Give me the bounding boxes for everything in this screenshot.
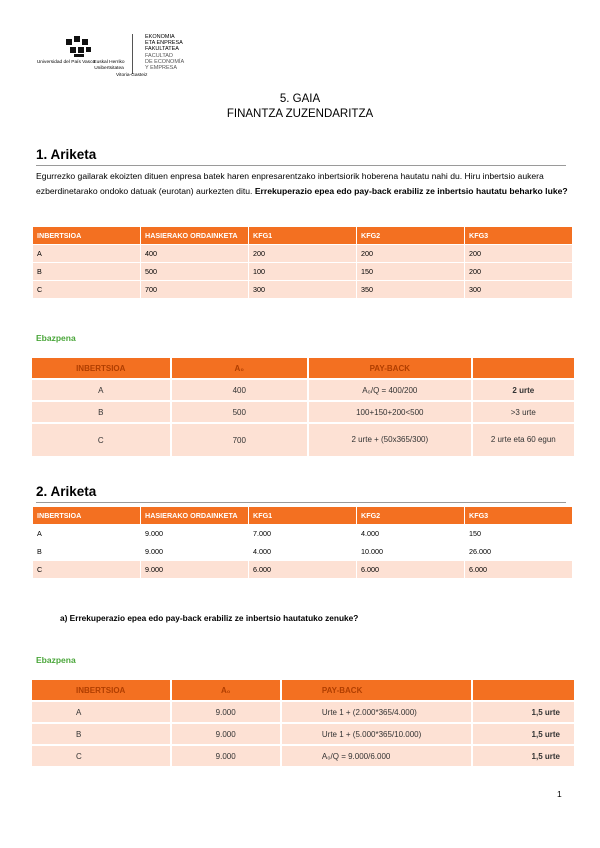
- table-cell: 200: [357, 245, 464, 262]
- table-cell: 150: [465, 525, 572, 542]
- table-cell: 100: [249, 263, 356, 280]
- header-cell: PAY-BACK: [309, 358, 471, 378]
- header-cell: INBERTSIOA: [33, 227, 140, 244]
- solution-cell: 500: [172, 402, 308, 422]
- solution-header-row: [32, 680, 574, 700]
- header-cell: HASIERAKO ORDAINKETA: [141, 227, 248, 244]
- header-cell: PAY-BACK: [282, 680, 471, 700]
- table-cell: 6.000: [357, 561, 464, 578]
- solution-cell: Urte 1 + (5.000*365/10.000): [282, 724, 471, 744]
- header-cell: KFG1: [249, 507, 356, 524]
- header-cell: INBERTSIOA: [32, 358, 170, 378]
- faculty-sub-line: FACULTAD: [145, 52, 173, 59]
- faculty-logo: [145, 34, 225, 71]
- table-row: [33, 245, 572, 262]
- solution-cell: C: [32, 424, 170, 456]
- header-cell: [473, 358, 574, 378]
- solution-cell: C: [32, 746, 170, 766]
- solution-cell: A₀/Q = 400/200: [309, 380, 471, 400]
- table-cell: 200: [465, 263, 572, 280]
- header-cell: KFG3: [465, 507, 572, 524]
- ex1-text: Egurrezko gailarak ekoizten dituen enpresa batek haren enpresarentzako inbertsiorik hoberena hautatu nahi du. Hiru inbertsio aukera ezberdinetarako ondoko datuak (eurotan) aurkezten ditu.: [36, 171, 544, 196]
- solution-cell: 400: [172, 380, 308, 400]
- table-header-row: [33, 227, 572, 244]
- page-number: 1: [557, 789, 562, 799]
- header-cell: A₀: [172, 680, 280, 700]
- table-cell: 6.000: [465, 561, 572, 578]
- solution-cell: 9.000: [172, 702, 280, 722]
- table-cell: 300: [465, 281, 572, 298]
- solution-cell: Urte 1 + (2.000*365/4.000): [282, 702, 471, 722]
- solution-header-row: [32, 358, 574, 378]
- ex1-statement: [36, 169, 568, 198]
- table-cell: 200: [465, 245, 572, 262]
- ex2-data-table: [32, 506, 573, 579]
- table-cell: 7.000: [249, 525, 356, 542]
- table-row: [33, 525, 572, 542]
- solution-row: [32, 424, 574, 456]
- header-cell: KFG3: [465, 227, 572, 244]
- doc-title-line2: FINANTZA ZUZENDARITZA: [226, 108, 374, 120]
- table-cell: 4.000: [249, 543, 356, 560]
- solution-row: [32, 746, 574, 766]
- header-cell: KFG2: [357, 507, 464, 524]
- table-cell: C: [33, 281, 140, 298]
- table-cell: 26.000: [465, 543, 572, 560]
- solution-result: 2 urte: [473, 380, 574, 400]
- solution-cell: 9.000: [172, 724, 280, 744]
- ex2-rule: [36, 502, 566, 503]
- solution-result: 1,5 urte: [473, 702, 574, 722]
- table-cell: 300: [249, 281, 356, 298]
- ex2-solution-label: Ebazpena: [36, 655, 76, 665]
- header-cell: INBERTSIOA: [32, 680, 170, 700]
- ex1-question: Errekuperazio epea edo pay-back erabiliz ze inbertsio hautatu beharko luke?: [254, 185, 568, 196]
- solution-cell: 100+150+200<500: [309, 402, 471, 422]
- table-cell: A: [33, 525, 140, 542]
- solution-cell: A: [32, 702, 170, 722]
- solution-cell: 2 urte + (50x365/300): [309, 424, 471, 456]
- solution-cell: 9.000: [172, 746, 280, 766]
- table-cell: A: [33, 245, 140, 262]
- table-cell: B: [33, 543, 140, 560]
- solution-row: [32, 724, 574, 744]
- header-cell: [473, 680, 574, 700]
- table-cell: 150: [357, 263, 464, 280]
- table-cell: B: [33, 263, 140, 280]
- table-row: [33, 543, 572, 560]
- table-cell: 9.000: [141, 561, 248, 578]
- ex1-data-table: [32, 226, 573, 299]
- upv-name-es: Universidad del País Vasco: [36, 60, 96, 65]
- upv-emblem-icon: [64, 36, 94, 58]
- solution-result: 1,5 urte: [473, 724, 574, 744]
- table-cell: 9.000: [141, 525, 248, 542]
- header-cell: INBERTSIOA: [33, 507, 140, 524]
- table-cell: 9.000: [141, 543, 248, 560]
- solution-cell: A₀/Q = 9.000/6.000: [282, 746, 471, 766]
- table-header-row: [33, 507, 572, 524]
- table-cell: 500: [141, 263, 248, 280]
- solution-row: [32, 702, 574, 722]
- faculty-line: EKONOMIA: [145, 34, 175, 40]
- header-cell: KFG1: [249, 227, 356, 244]
- table-cell: 4.000: [357, 525, 464, 542]
- table-cell: 400: [141, 245, 248, 262]
- ex2-question: a) Errekuperazio epea edo pay-back erabiliz ze inbertsio hautatuko zenuke?: [60, 613, 359, 623]
- table-cell: 350: [357, 281, 464, 298]
- ex1-rule: [36, 165, 566, 166]
- solution-result: 2 urte eta 60 egun: [473, 424, 574, 456]
- campus-label: Vitoria-Gasteiz: [116, 73, 148, 78]
- faculty-line: FAKULTATEA: [145, 46, 179, 53]
- table-cell: C: [33, 561, 140, 578]
- solution-cell: B: [32, 402, 170, 422]
- doc-title-line1: 5. GAIA: [279, 93, 321, 105]
- faculty-sub-line: Y EMPRESA: [145, 65, 177, 72]
- upv-name-eu: Euskal Herriko Unibertsitatea: [93, 60, 125, 71]
- solution-row: [32, 380, 574, 400]
- ex2-heading: 2. Ariketa: [36, 484, 97, 499]
- solution-cell: A: [32, 380, 170, 400]
- ex1-solution-table: [30, 356, 576, 458]
- table-cell: 10.000: [357, 543, 464, 560]
- ex1-solution-label: Ebazpena: [36, 333, 76, 343]
- ex2-solution-table: [30, 678, 576, 768]
- table-cell: 700: [141, 281, 248, 298]
- table-row: [33, 281, 572, 298]
- table-cell: 200: [249, 245, 356, 262]
- header-cell: KFG2: [357, 227, 464, 244]
- faculty-line: ETA ENPRESA: [145, 40, 183, 47]
- table-cell: 6.000: [249, 561, 356, 578]
- ex1-heading: 1. Ariketa: [36, 147, 97, 162]
- solution-cell: B: [32, 724, 170, 744]
- header-cell: HASIERAKO ORDAINKETA: [141, 507, 248, 524]
- table-row: [33, 263, 572, 280]
- table-row: [33, 561, 572, 578]
- logo-divider: [132, 34, 133, 74]
- solution-row: [32, 402, 574, 422]
- header-cell: A₀: [172, 358, 308, 378]
- faculty-sub-line: DE ECONOMÍA: [145, 58, 185, 65]
- solution-result: 1,5 urte: [473, 746, 574, 766]
- solution-result: >3 urte: [473, 402, 574, 422]
- solution-cell: 700: [172, 424, 308, 456]
